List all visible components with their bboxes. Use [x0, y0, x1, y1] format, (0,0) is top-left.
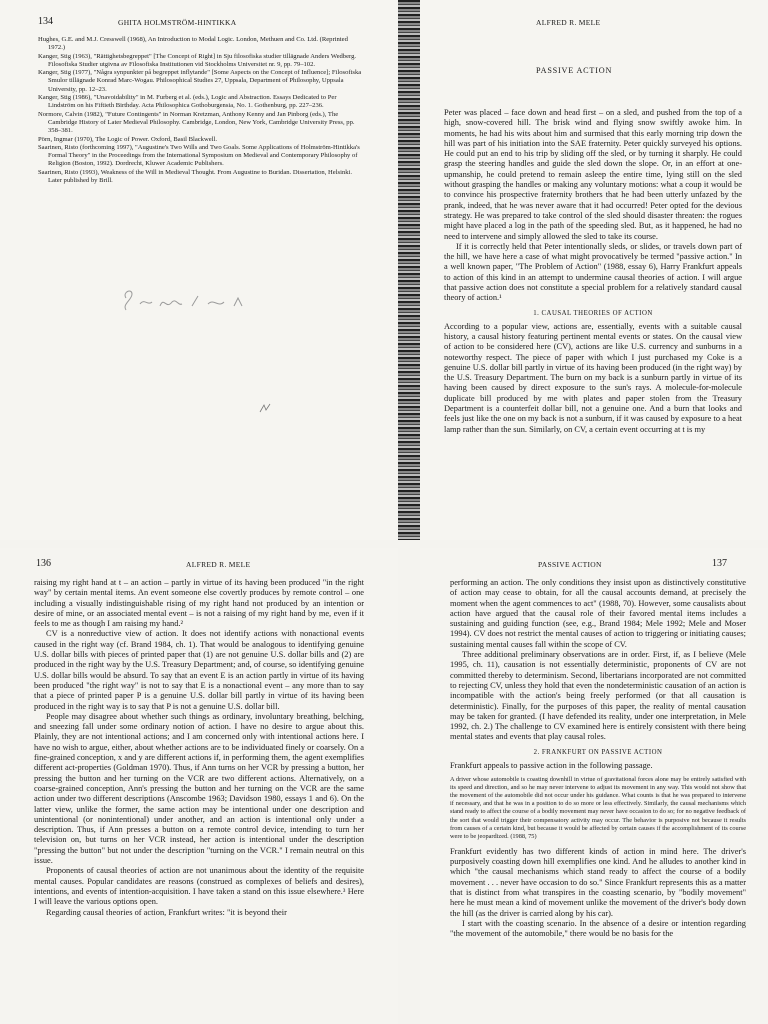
ink-mark [258, 402, 272, 414]
page-134 [0, 0, 398, 540]
paragraph: If it is correctly held that Peter intentionally sleds, or slides, or travels down part of the hill, we have here a case of what might provocatively be termed "passive action." In a well known paper, "The Problem of Action" (1988, essay 6), Harry Frankfurt appeals to action of this kind in an attempt to undermine causal theories of action. I will argue that passive action does not constitute a special problem for a relatively standard causal theory of action.¹ [444, 241, 742, 303]
reference-item: Kanger, Stig (1977), "Några synpunkter på begreppet inflytande" [Some Aspects on the Concept of Influence]; Filosofiska Smulor tillägnade Konrad Marc-Wogau. Philosophical Studies 27, Uppsala, Department of Philosophy, Uppsala University, pp. 12–23. [38, 69, 362, 93]
paragraph: According to a popular view, actions are, essentially, events with a suitable causal history, a causal history featuring pertinent mental events or states. On the causal view of action to be considered here (CV), actions are like U.S. currency and sunburns in a noteworthy respect. The piece of paper with which I just purchased my Coke is a genuine U.S. dollar bill partly in virtue of its having been produced (in the right way) by the U.S. Treasury Department. The burn on my back is a sunburn partly in virtue of its having been caused by direct exposure to the sun's rays. A molecule-for-molecule duplicate bill produced by me with plates and paper stolen from the Treasury Department is a counterfeit dollar bill, not a genuine one. And a burn that looks and feels just like the one on my back is not a sunburn, if it was caused by exposure to a heat lamp rather than the sun. Similarly, on CV, a certain event occurring at t is my [444, 321, 742, 434]
text-column [34, 578, 364, 918]
section-heading: 2. FRANKFURT ON PASSIVE ACTION [533, 748, 663, 756]
reference-item: Kanger, Stig (1986), "Unavoidability" in M. Furberg et al. (eds.), Logic and Abstraction. Essays Dedicated to Per Lindström on his Fiftieth Birthday. Acta Philosophica Gothoburgensia, No. 1. Gothenburg, pp. 227–236. [38, 94, 337, 110]
reference-item: Kanger, Stig (1963), "Rättighetsbegreppet" [The Concept of Right] in Sju filosofiska studier tillägnade Anders Wedberg. Filosofiska Studier utgivna av Filosofiska Institutionen vid Stockholms Universitet nr. 9, pp. 79–102. [38, 52, 357, 68]
reference-item: Normore, Calvin (1982), "Future Contingents" in Norman Kretzman, Anthony Kenny and Jan Pinborg (eds.), The Cambridge History of Later Medieval Philosophy. Cambridge, London, New York, Cambridge University Press, pp. 358–381. [38, 110, 355, 135]
page-137 [420, 548, 768, 1024]
paragraph: Peter was placed – face down and head first – on a sled, and pushed from the top of a high, snow-covered hill. The brisk wind and flying snow swiftly awoke him. In moments, he had his wits about him and surmised that this early morning trip down the hill was part of his initiation into the SAE fraternity. Peter quickly surveyed his options. He could put an end to his trip by sliding off the sled, or by turning it sharply. He could grasp the steering handles and guide the sled down the slope. Or, in an effort at one-upmanship, he could pretend to remain asleep the entire time, lying still on the sled without grasping the handles or making any voluntary motions: what a coup it would be to convince his prospective fraternity brothers that he had been utterly unfazed by the prank, indeed, that he was never aware that it had occurred! Peter opted for the devious strategy. He was prepared to take control of the sled should disaster threaten: the rogues might have placed a log in the path of the speeding sled. But, as it happened, he had no need to intervene and simply allowed the sled to take its course. [444, 108, 742, 241]
paragraph: performing an action. The only conditions they insist upon as distinctively constitutive of action may cease to obtain, for all the causal accounts demand, at precisely the moment when the agent commences to act" (1988, 70). However, some causalists about action have argued that the causal role of their favored mental items includes a sustaining and guiding function (see, e.g., Brand 1984; Mele 1992; Mele and Moser 1994). CV does not restrict the mental causes of action to triggering or initiating causes; sustaining mental causes fall within the scope of CV. [450, 578, 746, 649]
article-title: PASSIVE ACTION [536, 66, 613, 75]
page-136 [0, 548, 398, 1024]
running-head: ALFRED R. MELE [186, 560, 251, 569]
text-column [450, 578, 746, 939]
paragraph: I start with the coasting scenario. In the absence of a desire or intention regarding "the movement of the automobile," there would be no basis for the [450, 918, 746, 939]
binding-gutter [398, 0, 420, 540]
page-number: 137 [712, 558, 727, 569]
paragraph: Frankfurt evidently has two different kinds of action in mind here. The driver's purposively coasting down hill exemplifies one kind. And he alludes to another kind in which "the causal mechanisms which stand ready to affect the course of a bodily movement . . . never have occasion to do so." Since Frankfurt represents this as a matter that is distinct from what transpires in the coasting scenario, by "bodily movement" here he must mean a kind of movement unlike the movement of the driver's body down the hill (as the driver is carried along by his car). [450, 846, 746, 918]
paragraph: Three additional preliminary observations are in order. First, if, as I believe (Mele 1995, ch. 11), causation is not essentially deterministic, proponents of CV are not committed thereby to determinism. Second, libertarians incorporated are not committed to rejecting CV, unless they hold that even the nondeterministic causation of an action is incompatible with the action's being freely performed (or that all causation is deterministic). Finally, for the purposes of this paper, the reality of mental causation may be taken for granted. (I have defended its reality, under one interpretation, in Mele 1992, ch. 2.) The challenge to CV examined here is entirely consistent with there being mental states and events that play causal roles. [450, 650, 746, 742]
reference-item: Pörn, Ingmar (1970), The Logic of Power. Oxford, Basil Blackwell. [38, 135, 217, 143]
running-head: ALFRED R. MELE [536, 18, 601, 27]
handwritten-scribble [118, 284, 268, 318]
section-heading: 1. CAUSAL THEORIES OF ACTION [533, 309, 653, 317]
running-head: GHITA HOLMSTRÖM-HINTIKKA [118, 18, 237, 27]
paragraph: raising my right hand at t – an action – partly in virtue of its having been produced "in the right way" by certain mental items. An event someone else covertly produces by remote control – one including a visually indistinguishable rising of my right hand not produced by an intention or desire of mine, or an associated mental event – is not a raising of my right hand by me, even if it feels to me as though I am raising my hand.² [34, 578, 364, 629]
paragraph: People may disagree about whether such things as ordinary, involuntary breathing, belching, and sneezing fall under some ordinary notion of action. I have no desire to argue about this. Plainly, they are not intentional actions; and I am concerned only with intentional actions here. I have no wish to argue, either, about whether actions are to be individuated finely or coarsely. On a fine-grained conception, x and y are different actions if, in performing them, the agent exemplifies different act-properties (Goldman 1970). Thus, if Ann turns on her VCR by pressing a button, her pressing the button and her turning on the VCR are two different actions. Alternatively, on a coarse-grained conception, Ann's pressing the button and her turning on the VCR are the same action under two different descriptions (Anscombe 1963; Davidson 1980, essays 1 and 6). On the latter view, unlike the former, the same action may be intentional under one description and unintentional (or nonintentional) under another, and an action is intentional only under a description. Thus, if Ann presses a button on a remote control device, intending to turn her television on, but turns on her VCR instead, her action is intentional under the description "pressing the button" but not under the description "turning on the VCR." I remain neutral on this issue. [34, 711, 364, 866]
paragraph: Regarding causal theories of action, Frankfurt writes: "it is beyond their [46, 907, 287, 917]
reference-item: Hughes, G.E. and M.J. Cresswell (1968), An Introduction to Modal Logic. London, Methuen and Co. Ltd. (Reprinted 1972.) [38, 36, 348, 52]
page-number: 134 [38, 16, 53, 27]
paragraph: Proponents of causal theories of action are not unanimous about the identity of the requisite mental causes. Popular candidates are reasons (construed as complexes of beliefs and desires), intentions, and events of intention-acquisition. I have taken a stand on this issue elsewhere.³ Here I will leave the various options open. [34, 866, 364, 907]
paragraph: Frankfurt appeals to passive action in the following passage. [450, 760, 653, 770]
reference-item: Saarinen, Risto (forthcoming 1997), "Augustine's Two Wills and Two Goals. Some Applications of Holmström-Hintikka's Formal Theory" in the Proceedings from the International Symposium on Medieval and Contemporary Philosophy of Religion (Boston, 1992). Dordrecht, Kluwer Academic Publishers. [38, 144, 360, 168]
page-number: 136 [36, 558, 51, 569]
text-column [444, 108, 742, 435]
paragraph: CV is a nonreductive view of action. It does not identify actions with nonactional events caused in the right way (cf. Brand 1984, ch. 1). That would be analogous to identifying genuine U.S. dollar bills with pieces of printed paper that (1) are not genuine U.S. dollar bills and (2) are produced in the right way by the U.S. Treasury Department; and, of course, so identifying genuine U.S. dollar bills would be absurd. To say that an event E is an action partly in virtue of its having been produced "the right way" is not to say that E is a nonactional event – any more than to say that a piece of printed paper P is a genuine U.S. dollar bill partly in virtue of its having been produced in the right way is to say that P is not a genuine U.S. dollar bill. [34, 629, 364, 711]
block-quote: A driver whose automobile is coasting downhill in virtue of gravitational forces alone may be entirely satisfied with its speed and direction, and so he may never intervene to adjust its movement in any way. This would not show that the movement of the automobile did not occur under his guidance. What counts is that he was prepared to intervene if necessary, and that he was in a position to do so more or less effectively. Similarly, the causal mechanisms which stand ready to affect the course of a bodily movement may never have occasion to do so; for no negative feedback of the sort that would trigger their compensatory activity may occur. The behavior is purposive not because it results from causes of a certain kind, but because it would be affected by certain causes if the accomplishment of its course were to be jeopardized. (1988, 75) [450, 776, 746, 840]
running-head: PASSIVE ACTION [538, 560, 602, 569]
reference-item: Saarinen, Risto (1993), Weakness of the Will in Medieval Thought. From Augustine to Buridan. Dissertation, Helsinki. Later published by Brill. [38, 169, 353, 185]
reference-list [38, 36, 364, 186]
page-passive-action-title [420, 0, 768, 540]
